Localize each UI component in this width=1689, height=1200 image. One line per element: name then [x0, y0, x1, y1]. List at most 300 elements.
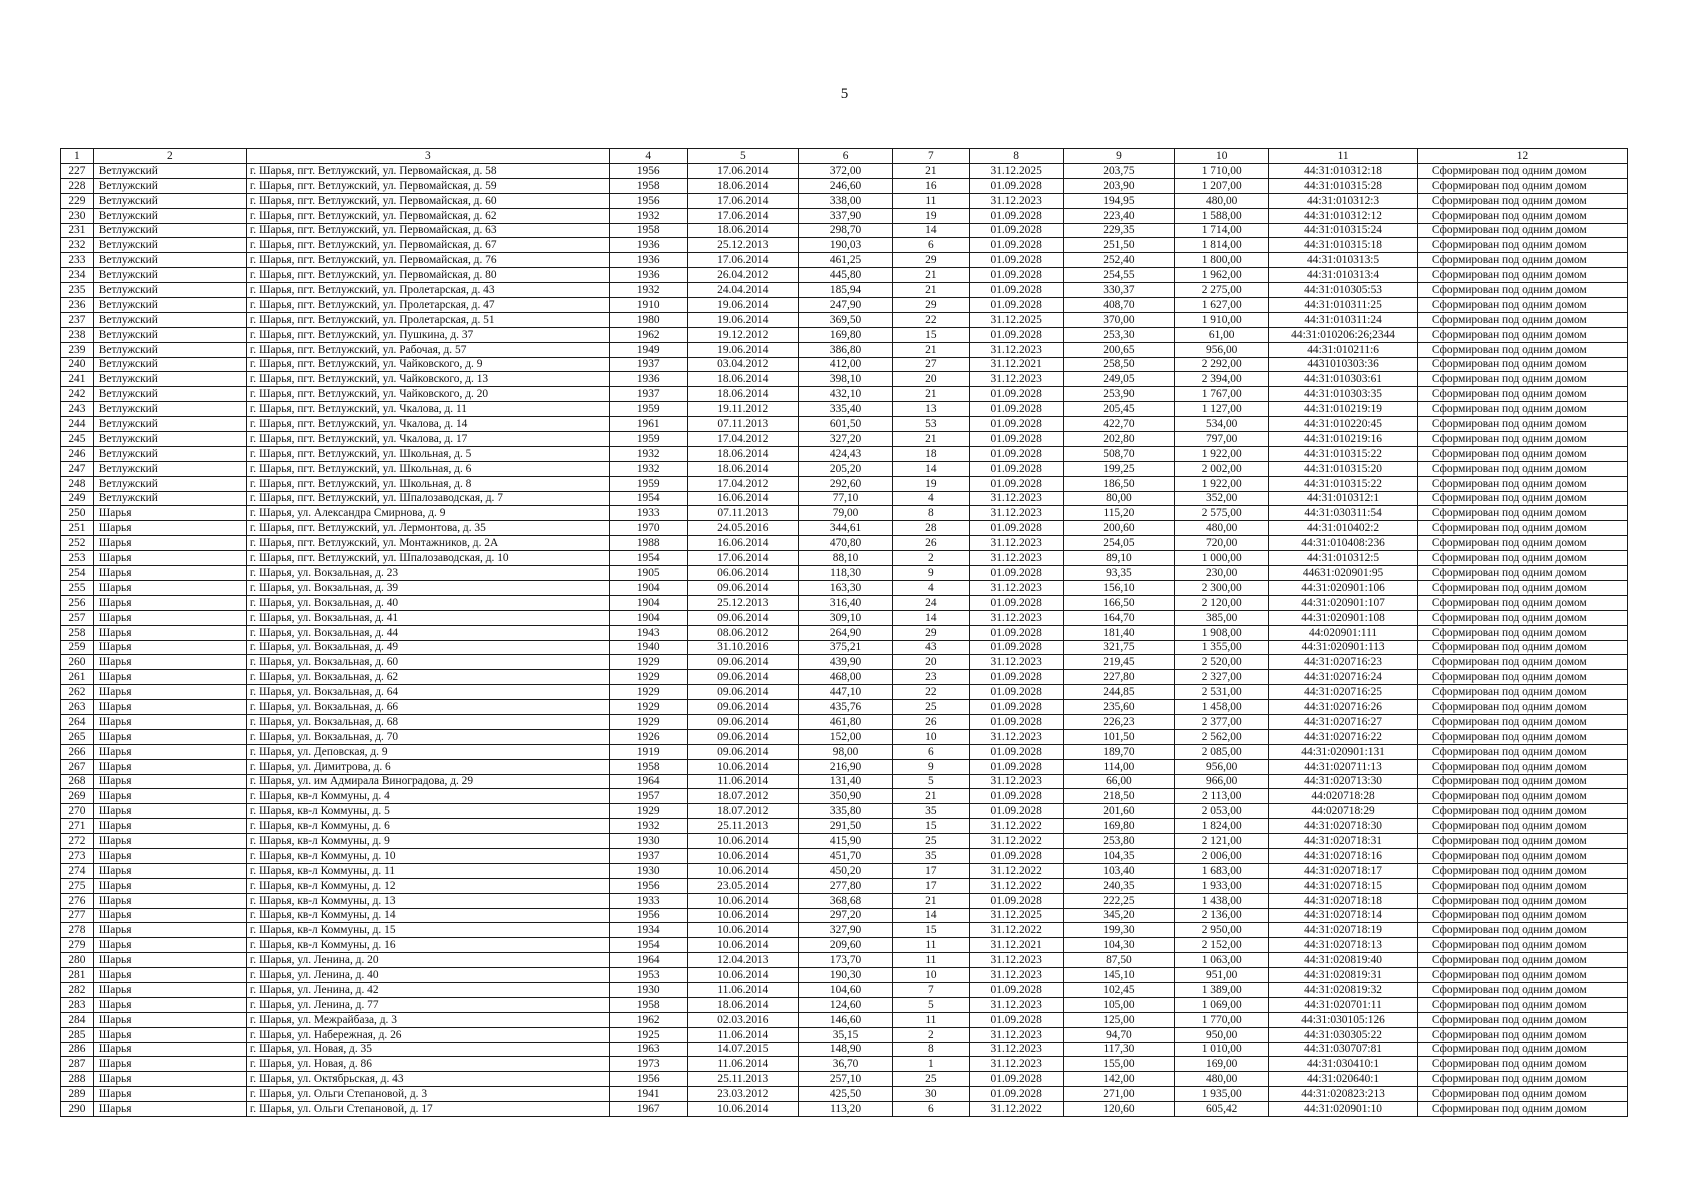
record-date-cell: 10.06.2014	[687, 923, 799, 938]
table-row	[61, 729, 1628, 744]
settlement-cell: Ветлужский	[93, 476, 246, 491]
value-9-cell: 117,30	[1063, 1042, 1175, 1057]
residents-count-cell: 53	[893, 417, 970, 432]
record-date-cell: 10.06.2014	[687, 863, 799, 878]
value-9-cell: 223,40	[1063, 208, 1175, 223]
column-header: 7	[893, 149, 970, 164]
cadastral-number-cell: 44:31:010315:22	[1269, 446, 1418, 461]
value-9-cell: 66,00	[1063, 774, 1175, 789]
build-year-cell: 1936	[609, 238, 687, 253]
table-row	[61, 953, 1628, 968]
residents-count-cell: 21	[893, 789, 970, 804]
settlement-cell: Ветлужский	[93, 417, 246, 432]
residents-count-cell: 23	[893, 670, 970, 685]
residents-count-cell: 21	[893, 342, 970, 357]
build-year-cell: 1949	[609, 342, 687, 357]
row-number-cell: 234	[61, 268, 94, 283]
cadastral-number-cell: 44:31:030707:81	[1269, 1042, 1418, 1057]
residents-count-cell: 11	[893, 1012, 970, 1027]
row-number-cell: 235	[61, 283, 94, 298]
build-year-cell: 1919	[609, 744, 687, 759]
settlement-cell: Ветлужский	[93, 178, 246, 193]
value-10-cell: 1 207,00	[1175, 178, 1269, 193]
land-status-cell: Сформирован под одним домом	[1417, 759, 1627, 774]
build-year-cell: 1940	[609, 640, 687, 655]
build-year-cell: 1929	[609, 700, 687, 715]
column-header: 6	[799, 149, 893, 164]
settlement-cell: Ветлужский	[93, 342, 246, 357]
value-10-cell: 534,00	[1175, 417, 1269, 432]
settlement-cell: Шарья	[93, 551, 246, 566]
plan-date-cell: 31.12.2022	[969, 863, 1063, 878]
row-number-cell: 259	[61, 640, 94, 655]
cadastral-number-cell: 44:31:010315:28	[1269, 178, 1418, 193]
area-cell: 386,80	[799, 342, 893, 357]
record-date-cell: 10.06.2014	[687, 759, 799, 774]
plan-date-cell: 31.12.2023	[969, 551, 1063, 566]
residents-count-cell: 28	[893, 521, 970, 536]
table-row	[61, 521, 1628, 536]
build-year-cell: 1943	[609, 625, 687, 640]
row-number-cell: 237	[61, 312, 94, 327]
land-status-cell: Сформирован под одним домом	[1417, 774, 1627, 789]
record-date-cell: 25.11.2013	[687, 819, 799, 834]
record-date-cell: 11.06.2014	[687, 982, 799, 997]
plan-date-cell: 01.09.2028	[969, 283, 1063, 298]
table-row	[61, 610, 1628, 625]
land-status-cell: Сформирован под одним домом	[1417, 625, 1627, 640]
row-number-cell: 251	[61, 521, 94, 536]
plan-date-cell: 01.09.2028	[969, 298, 1063, 313]
address-cell: г. Шарья, пгт. Ветлужский, ул. Первомайская, д. 60	[246, 193, 609, 208]
settlement-cell: Шарья	[93, 997, 246, 1012]
value-9-cell: 271,00	[1063, 1087, 1175, 1102]
value-9-cell: 508,70	[1063, 446, 1175, 461]
table-row	[61, 878, 1628, 893]
residents-count-cell: 21	[893, 268, 970, 283]
table-row	[61, 848, 1628, 863]
land-status-cell: Сформирован под одним домом	[1417, 1057, 1627, 1072]
area-cell: 98,00	[799, 744, 893, 759]
table-row	[61, 178, 1628, 193]
residents-count-cell: 29	[893, 625, 970, 640]
build-year-cell: 1926	[609, 729, 687, 744]
build-year-cell: 1956	[609, 878, 687, 893]
value-9-cell: 186,50	[1063, 476, 1175, 491]
settlement-cell: Ветлужский	[93, 193, 246, 208]
value-10-cell: 1 814,00	[1175, 238, 1269, 253]
value-10-cell: 1 000,00	[1175, 551, 1269, 566]
residents-count-cell: 18	[893, 446, 970, 461]
value-9-cell: 218,50	[1063, 789, 1175, 804]
land-status-cell: Сформирован под одним домом	[1417, 685, 1627, 700]
record-date-cell: 09.06.2014	[687, 655, 799, 670]
address-cell: г. Шарья, пгт. Ветлужский, ул. Чкалова, д. 11	[246, 402, 609, 417]
cadastral-number-cell: 44:31:020901:131	[1269, 744, 1418, 759]
land-status-cell: Сформирован под одним домом	[1417, 253, 1627, 268]
plan-date-cell: 01.09.2028	[969, 982, 1063, 997]
table-row	[61, 208, 1628, 223]
area-cell: 124,60	[799, 997, 893, 1012]
address-cell: г. Шарья, кв-л Коммуны, д. 16	[246, 938, 609, 953]
cadastral-number-cell: 44:31:010220:45	[1269, 417, 1418, 432]
land-status-cell: Сформирован под одним домом	[1417, 476, 1627, 491]
build-year-cell: 1958	[609, 759, 687, 774]
address-cell: г. Шарья, пгт. Ветлужский, ул. Шпалозаводская, д. 10	[246, 551, 609, 566]
build-year-cell: 1958	[609, 997, 687, 1012]
settlement-cell: Ветлужский	[93, 312, 246, 327]
area-cell: 447,10	[799, 685, 893, 700]
record-date-cell: 07.11.2013	[687, 506, 799, 521]
land-status-cell: Сформирован под одним домом	[1417, 938, 1627, 953]
row-number-cell: 236	[61, 298, 94, 313]
plan-date-cell: 01.09.2028	[969, 476, 1063, 491]
area-cell: 450,20	[799, 863, 893, 878]
residents-count-cell: 4	[893, 491, 970, 506]
area-cell: 118,30	[799, 566, 893, 581]
row-number-cell: 287	[61, 1057, 94, 1072]
residents-count-cell: 6	[893, 1102, 970, 1117]
table-row	[61, 461, 1628, 476]
plan-date-cell: 31.12.2023	[969, 506, 1063, 521]
address-cell: г. Шарья, пгт. Ветлужский, ул. Шпалозаводская, д. 7	[246, 491, 609, 506]
value-9-cell: 89,10	[1063, 551, 1175, 566]
area-cell: 173,70	[799, 953, 893, 968]
record-date-cell: 17.06.2014	[687, 164, 799, 179]
plan-date-cell: 31.12.2021	[969, 357, 1063, 372]
settlement-cell: Шарья	[93, 774, 246, 789]
settlement-cell: Ветлужский	[93, 327, 246, 342]
value-9-cell: 201,60	[1063, 804, 1175, 819]
residents-count-cell: 19	[893, 476, 970, 491]
record-date-cell: 10.06.2014	[687, 938, 799, 953]
value-9-cell: 181,40	[1063, 625, 1175, 640]
land-status-cell: Сформирован под одним домом	[1417, 1042, 1627, 1057]
value-9-cell: 189,70	[1063, 744, 1175, 759]
area-cell: 601,50	[799, 417, 893, 432]
cadastral-number-cell: 44:31:020901:10	[1269, 1102, 1418, 1117]
value-9-cell: 253,90	[1063, 387, 1175, 402]
residents-count-cell: 6	[893, 744, 970, 759]
value-10-cell: 1 933,00	[1175, 878, 1269, 893]
settlement-cell: Шарья	[93, 953, 246, 968]
cadastral-number-cell: 44:31:020716:27	[1269, 714, 1418, 729]
plan-date-cell: 31.12.2025	[969, 312, 1063, 327]
cadastral-number-cell: 44:31:020716:22	[1269, 729, 1418, 744]
address-cell: г. Шарья, ул. Вокзальная, д. 40	[246, 595, 609, 610]
residents-count-cell: 17	[893, 878, 970, 893]
residents-count-cell: 15	[893, 923, 970, 938]
build-year-cell: 1959	[609, 432, 687, 447]
cadastral-number-cell: 44:31:030311:54	[1269, 506, 1418, 521]
plan-date-cell: 31.12.2021	[969, 938, 1063, 953]
record-date-cell: 03.04.2012	[687, 357, 799, 372]
cadastral-number-cell: 44:31:020718:19	[1269, 923, 1418, 938]
record-date-cell: 25.12.2013	[687, 238, 799, 253]
cadastral-number-cell: 44:31:010311:24	[1269, 312, 1418, 327]
land-status-cell: Сформирован под одним домом	[1417, 551, 1627, 566]
address-cell: г. Шарья, ул. Новая, д. 35	[246, 1042, 609, 1057]
value-9-cell: 229,35	[1063, 223, 1175, 238]
value-10-cell: 2 377,00	[1175, 714, 1269, 729]
table-row	[61, 372, 1628, 387]
address-cell: г. Шарья, кв-л Коммуны, д. 5	[246, 804, 609, 819]
address-cell: г. Шарья, кв-л Коммуны, д. 11	[246, 863, 609, 878]
plan-date-cell: 31.12.2025	[969, 164, 1063, 179]
build-year-cell: 1929	[609, 714, 687, 729]
address-cell: г. Шарья, пгт. Ветлужский, ул. Лермонтова, д. 35	[246, 521, 609, 536]
value-9-cell: 202,80	[1063, 432, 1175, 447]
record-date-cell: 16.06.2014	[687, 536, 799, 551]
value-10-cell: 2 327,00	[1175, 670, 1269, 685]
settlement-cell: Шарья	[93, 625, 246, 640]
cadastral-number-cell: 44:31:020716:23	[1269, 655, 1418, 670]
value-10-cell: 1 627,00	[1175, 298, 1269, 313]
value-9-cell: 102,45	[1063, 982, 1175, 997]
table-row	[61, 938, 1628, 953]
area-cell: 190,30	[799, 968, 893, 983]
residents-count-cell: 29	[893, 298, 970, 313]
residents-count-cell: 11	[893, 938, 970, 953]
table-row	[61, 789, 1628, 804]
settlement-cell: Шарья	[93, 729, 246, 744]
value-10-cell: 480,00	[1175, 521, 1269, 536]
value-9-cell: 227,80	[1063, 670, 1175, 685]
record-date-cell: 19.11.2012	[687, 402, 799, 417]
address-cell: г. Шарья, ул. Октябрьская, д. 43	[246, 1072, 609, 1087]
build-year-cell: 1930	[609, 863, 687, 878]
table-row	[61, 893, 1628, 908]
residents-count-cell: 2	[893, 551, 970, 566]
row-number-cell: 256	[61, 595, 94, 610]
value-9-cell: 104,30	[1063, 938, 1175, 953]
plan-date-cell: 31.12.2022	[969, 819, 1063, 834]
address-cell: г. Шарья, пгт. Ветлужский, ул. Чкалова, д. 14	[246, 417, 609, 432]
cadastral-number-cell: 44:31:020819:31	[1269, 968, 1418, 983]
table-row	[61, 312, 1628, 327]
value-9-cell: 244,85	[1063, 685, 1175, 700]
column-header: 3	[246, 149, 609, 164]
value-9-cell: 219,45	[1063, 655, 1175, 670]
value-10-cell: 1 683,00	[1175, 863, 1269, 878]
column-header: 5	[687, 149, 799, 164]
cadastral-number-cell: 44:31:020901:106	[1269, 580, 1418, 595]
record-date-cell: 23.03.2012	[687, 1087, 799, 1102]
residents-count-cell: 14	[893, 223, 970, 238]
table-row	[61, 819, 1628, 834]
plan-date-cell: 01.09.2028	[969, 402, 1063, 417]
cadastral-number-cell: 44:31:020718:14	[1269, 908, 1418, 923]
value-10-cell: 2 002,00	[1175, 461, 1269, 476]
build-year-cell: 1933	[609, 506, 687, 521]
record-date-cell: 09.06.2014	[687, 610, 799, 625]
land-status-cell: Сформирован под одним домом	[1417, 298, 1627, 313]
record-date-cell: 02.03.2016	[687, 1012, 799, 1027]
settlement-cell: Ветлужский	[93, 238, 246, 253]
address-cell: г. Шарья, пгт. Ветлужский, ул. Первомайская, д. 67	[246, 238, 609, 253]
row-number-cell: 263	[61, 700, 94, 715]
row-number-cell: 246	[61, 446, 94, 461]
value-9-cell: 87,50	[1063, 953, 1175, 968]
row-number-cell: 265	[61, 729, 94, 744]
row-number-cell: 278	[61, 923, 94, 938]
record-date-cell: 18.07.2012	[687, 804, 799, 819]
table-row	[61, 506, 1628, 521]
address-cell: г. Шарья, кв-л Коммуны, д. 12	[246, 878, 609, 893]
value-10-cell: 2 053,00	[1175, 804, 1269, 819]
value-10-cell: 605,42	[1175, 1102, 1269, 1117]
settlement-cell: Шарья	[93, 819, 246, 834]
housing-registry-table	[60, 148, 1628, 1117]
build-year-cell: 1925	[609, 1027, 687, 1042]
table-row	[61, 283, 1628, 298]
plan-date-cell: 31.12.2023	[969, 342, 1063, 357]
value-10-cell: 2 292,00	[1175, 357, 1269, 372]
row-number-cell: 289	[61, 1087, 94, 1102]
value-10-cell: 1 063,00	[1175, 953, 1269, 968]
cadastral-number-cell: 44:31:010315:22	[1269, 476, 1418, 491]
land-status-cell: Сформирован под одним домом	[1417, 506, 1627, 521]
table-row	[61, 223, 1628, 238]
cadastral-number-cell: 44:31:020718:31	[1269, 834, 1418, 849]
build-year-cell: 1936	[609, 372, 687, 387]
table-row	[61, 446, 1628, 461]
residents-count-cell: 15	[893, 819, 970, 834]
settlement-cell: Ветлужский	[93, 357, 246, 372]
area-cell: 104,60	[799, 982, 893, 997]
residents-count-cell: 22	[893, 312, 970, 327]
row-number-cell: 267	[61, 759, 94, 774]
record-date-cell: 09.06.2014	[687, 744, 799, 759]
row-number-cell: 264	[61, 714, 94, 729]
build-year-cell: 1932	[609, 819, 687, 834]
residents-count-cell: 14	[893, 461, 970, 476]
area-cell: 292,60	[799, 476, 893, 491]
table-row	[61, 804, 1628, 819]
cadastral-number-cell: 44:31:010219:19	[1269, 402, 1418, 417]
build-year-cell: 1970	[609, 521, 687, 536]
row-number-cell: 258	[61, 625, 94, 640]
residents-count-cell: 11	[893, 953, 970, 968]
value-10-cell: 950,00	[1175, 1027, 1269, 1042]
plan-date-cell: 01.09.2028	[969, 178, 1063, 193]
land-status-cell: Сформирован под одним домом	[1417, 417, 1627, 432]
residents-count-cell: 1	[893, 1057, 970, 1072]
plan-date-cell: 31.12.2023	[969, 1057, 1063, 1072]
residents-count-cell: 21	[893, 283, 970, 298]
cadastral-number-cell: 44:31:020718:15	[1269, 878, 1418, 893]
table-row	[61, 402, 1628, 417]
residents-count-cell: 15	[893, 327, 970, 342]
address-cell: г. Шарья, ул. Вокзальная, д. 60	[246, 655, 609, 670]
row-number-cell: 288	[61, 1072, 94, 1087]
residents-count-cell: 29	[893, 253, 970, 268]
plan-date-cell: 01.09.2028	[969, 208, 1063, 223]
build-year-cell: 1937	[609, 357, 687, 372]
record-date-cell: 09.06.2014	[687, 580, 799, 595]
address-cell: г. Шарья, ул. им Адмирала Виноградова, д. 29	[246, 774, 609, 789]
table-row	[61, 774, 1628, 789]
cadastral-number-cell: 44:31:010303:61	[1269, 372, 1418, 387]
residents-count-cell: 4	[893, 580, 970, 595]
row-number-cell: 230	[61, 208, 94, 223]
value-10-cell: 1 800,00	[1175, 253, 1269, 268]
area-cell: 152,00	[799, 729, 893, 744]
build-year-cell: 1932	[609, 208, 687, 223]
plan-date-cell: 01.09.2028	[969, 417, 1063, 432]
build-year-cell: 1936	[609, 268, 687, 283]
address-cell: г. Шарья, пгт. Ветлужский, ул. Первомайская, д. 76	[246, 253, 609, 268]
build-year-cell: 1967	[609, 1102, 687, 1117]
build-year-cell: 1936	[609, 253, 687, 268]
area-cell: 131,40	[799, 774, 893, 789]
build-year-cell: 1954	[609, 491, 687, 506]
value-9-cell: 330,37	[1063, 283, 1175, 298]
area-cell: 432,10	[799, 387, 893, 402]
record-date-cell: 17.04.2012	[687, 432, 799, 447]
value-10-cell: 1 355,00	[1175, 640, 1269, 655]
value-10-cell: 2 520,00	[1175, 655, 1269, 670]
cadastral-number-cell: 44:020718:29	[1269, 804, 1418, 819]
settlement-cell: Шарья	[93, 908, 246, 923]
land-status-cell: Сформирован под одним домом	[1417, 446, 1627, 461]
area-cell: 368,68	[799, 893, 893, 908]
row-number-cell: 247	[61, 461, 94, 476]
land-status-cell: Сформирован под одним домом	[1417, 804, 1627, 819]
table-row	[61, 640, 1628, 655]
build-year-cell: 1941	[609, 1087, 687, 1102]
value-10-cell: 1 714,00	[1175, 223, 1269, 238]
address-cell: г. Шарья, пгт. Ветлужский, ул. Рабочая, д. 57	[246, 342, 609, 357]
area-cell: 470,80	[799, 536, 893, 551]
land-status-cell: Сформирован под одним домом	[1417, 953, 1627, 968]
address-cell: г. Шарья, ул. Ленина, д. 40	[246, 968, 609, 983]
build-year-cell: 1964	[609, 774, 687, 789]
record-date-cell: 25.11.2013	[687, 1072, 799, 1087]
row-number-cell: 229	[61, 193, 94, 208]
value-10-cell: 352,00	[1175, 491, 1269, 506]
cadastral-number-cell: 44:31:010211:6	[1269, 342, 1418, 357]
value-9-cell: 145,10	[1063, 968, 1175, 983]
land-status-cell: Сформирован под одним домом	[1417, 268, 1627, 283]
record-date-cell: 24.04.2014	[687, 283, 799, 298]
table-row	[61, 982, 1628, 997]
cadastral-number-cell: 44:31:020640:1	[1269, 1072, 1418, 1087]
residents-count-cell: 11	[893, 193, 970, 208]
cadastral-number-cell: 44:31:030305:22	[1269, 1027, 1418, 1042]
table-row	[61, 357, 1628, 372]
row-number-cell: 231	[61, 223, 94, 238]
value-10-cell: 1 588,00	[1175, 208, 1269, 223]
record-date-cell: 23.05.2014	[687, 878, 799, 893]
plan-date-cell: 01.09.2028	[969, 566, 1063, 581]
settlement-cell: Ветлужский	[93, 402, 246, 417]
address-cell: г. Шарья, ул. Александра Смирнова, д. 9	[246, 506, 609, 521]
address-cell: г. Шарья, пгт. Ветлужский, ул. Школьная, д. 5	[246, 446, 609, 461]
build-year-cell: 1937	[609, 387, 687, 402]
table-row	[61, 759, 1628, 774]
residents-count-cell: 5	[893, 774, 970, 789]
value-10-cell: 2 575,00	[1175, 506, 1269, 521]
record-date-cell: 18.06.2014	[687, 178, 799, 193]
build-year-cell: 1973	[609, 1057, 687, 1072]
plan-date-cell: 01.09.2028	[969, 804, 1063, 819]
value-10-cell: 1 908,00	[1175, 625, 1269, 640]
address-cell: г. Шарья, ул. Вокзальная, д. 49	[246, 640, 609, 655]
address-cell: г. Шарья, пгт. Ветлужский, ул. Чайковского, д. 13	[246, 372, 609, 387]
record-date-cell: 19.06.2014	[687, 342, 799, 357]
area-cell: 257,10	[799, 1072, 893, 1087]
